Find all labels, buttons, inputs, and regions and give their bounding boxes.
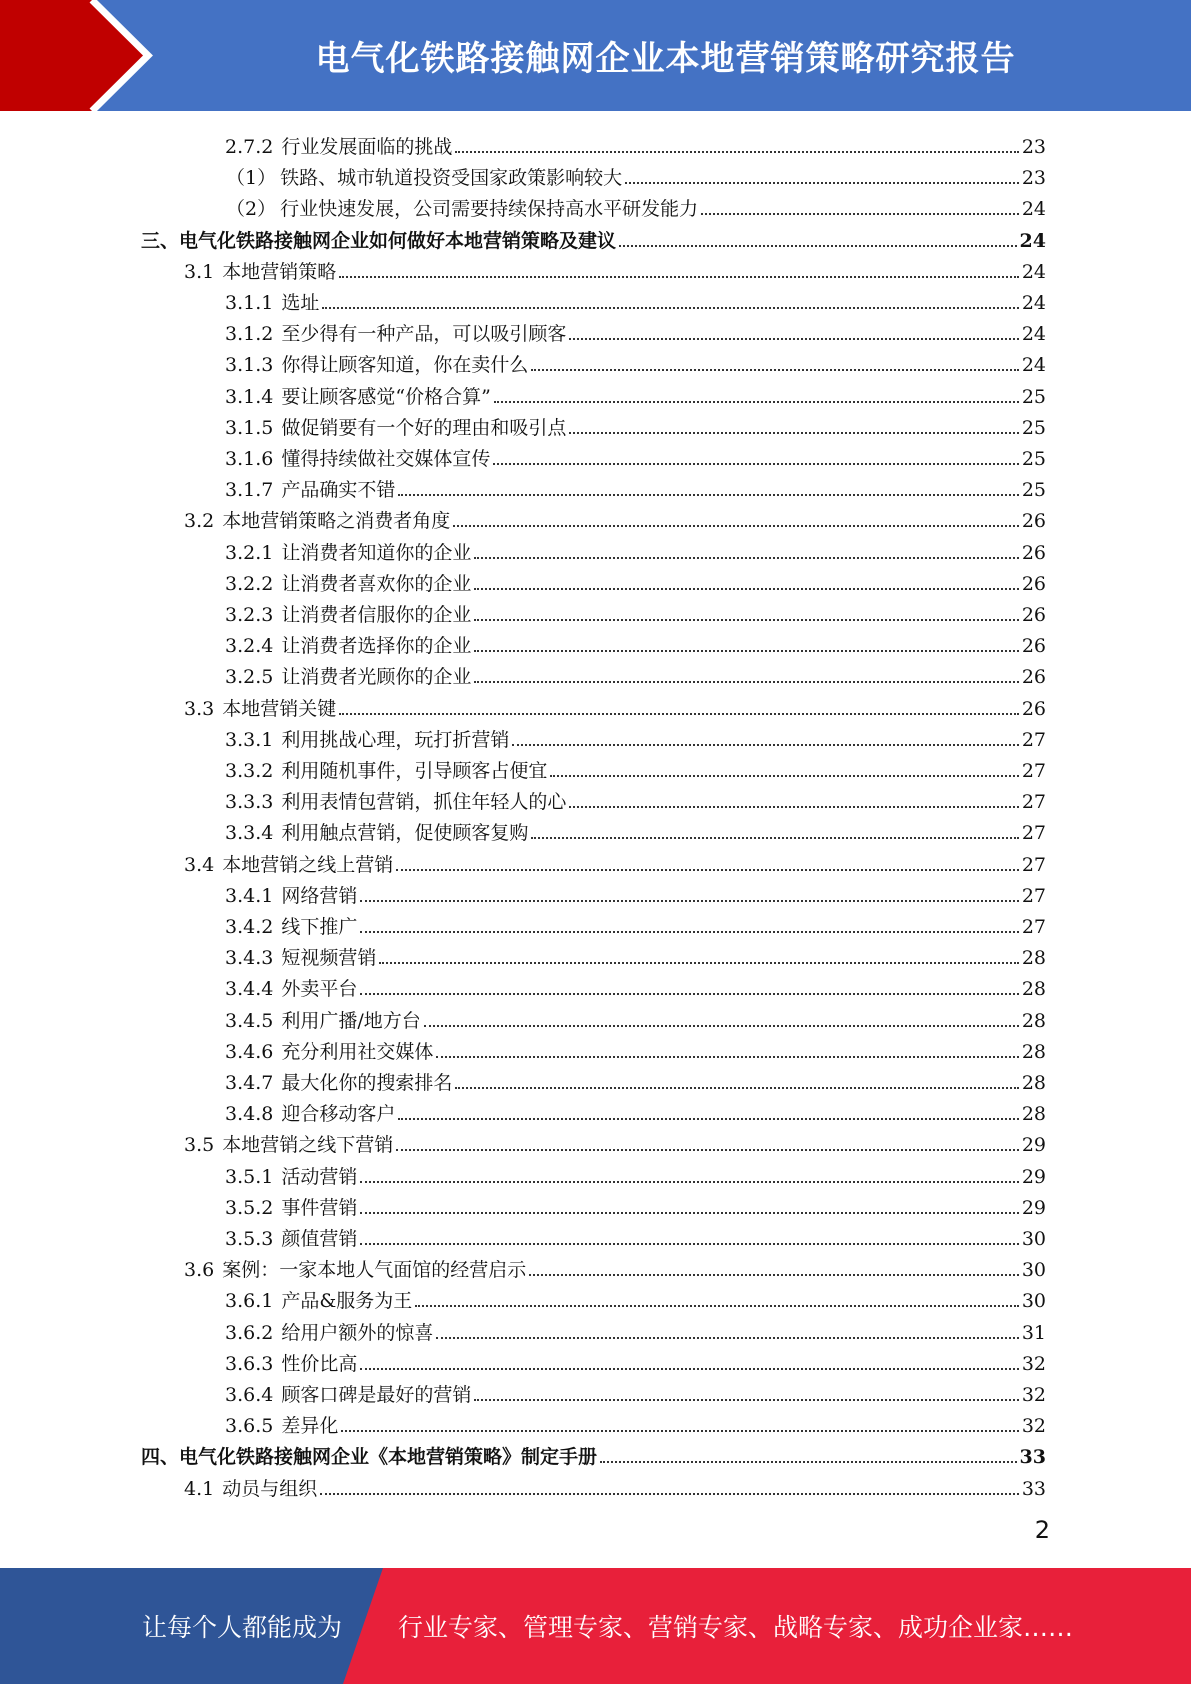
- toc-entry-page: 24: [1021, 260, 1046, 283]
- toc-entry[interactable]: [184, 1469, 1046, 1500]
- toc-entry-page: 26: [1021, 697, 1046, 720]
- toc-entry-number: 3.3: [184, 697, 215, 720]
- toc-entry-number: 3.1.4: [225, 385, 274, 408]
- toc-entry-title: 产品确实不错: [281, 479, 396, 502]
- toc-entry-label: [184, 854, 393, 876]
- toc-entry-title: 行业快速发展，公司需要持续保持高水平研发能力: [280, 198, 699, 221]
- toc-dot-leader: [453, 525, 1019, 527]
- footer-slogan-right: 行业专家、管理专家、营销专家、战略专家、成功企业家……: [398, 1613, 1074, 1642]
- toc-entry-label: [225, 479, 395, 501]
- toc-entry-title: 让消费者知道你的企业: [281, 541, 472, 564]
- toc-entry-label: [225, 822, 528, 844]
- toc-entry-label: [225, 1290, 412, 1312]
- toc-entry-title: 充分利用社交媒体: [281, 1040, 434, 1063]
- toc-entry-label: [141, 230, 616, 252]
- toc-entry-number: 3.6.5: [225, 1415, 274, 1438]
- toc-entry-label: [225, 542, 471, 564]
- toc-entry-label: [225, 635, 471, 657]
- toc-entry-number: 3.1.6: [225, 448, 274, 470]
- page-number: 2: [1034, 1516, 1050, 1544]
- toc-entry-label: [225, 1072, 452, 1094]
- toc-entry-title: 利用挑战心理，玩打折营销: [281, 728, 510, 751]
- toc-dot-leader: [531, 369, 1018, 371]
- toc-entry-page: 25: [1021, 479, 1046, 502]
- toc-entry-label: [184, 1259, 526, 1281]
- toc-entry-label: [225, 729, 509, 751]
- toc-entry-title: 线下推广: [281, 916, 358, 938]
- toc-entry[interactable]: [225, 377, 1046, 408]
- toc-entry-title: 本地营销策略: [222, 260, 337, 283]
- toc-entry-page: 32: [1021, 1415, 1046, 1438]
- toc-dot-leader: [398, 1118, 1018, 1120]
- toc-entry-title: 本地营销之线下营销: [222, 1134, 394, 1157]
- toc-entry-number: 3.2.2: [225, 572, 274, 595]
- toc-entry-number: 3.4.7: [225, 1072, 274, 1094]
- toc-dot-leader: [424, 1025, 1019, 1027]
- toc-dot-leader: [360, 993, 1018, 995]
- toc-entry-page: 27: [1021, 916, 1046, 938]
- toc-entry-title: 顾客口碑是最好的营销: [281, 1384, 472, 1406]
- toc-entry-title: 让消费者信服你的企业: [281, 604, 472, 626]
- toc-entry[interactable]: [225, 969, 1046, 1000]
- toc-dot-leader: [436, 1056, 1018, 1058]
- toc-entry-page: 30: [1021, 1259, 1046, 1282]
- toc-entry[interactable]: [225, 470, 1046, 501]
- toc-entry[interactable]: [184, 689, 1046, 720]
- toc-dot-leader: [320, 1493, 1019, 1495]
- toc-entry[interactable]: [225, 1375, 1046, 1406]
- toc-entry-title: 至少得有一种产品，可以吸引顾客: [281, 323, 567, 346]
- toc-entry-title: 本地营销策略之消费者角度: [222, 510, 451, 533]
- toc-entry[interactable]: [225, 595, 1046, 626]
- toc-entry[interactable]: [184, 845, 1046, 876]
- toc-entry[interactable]: [225, 751, 1046, 782]
- toc-dot-leader: [322, 307, 1018, 309]
- toc-entry-label: [225, 1010, 421, 1032]
- toc-entry-title: 利用触点营销，促使顾客复购: [281, 822, 529, 845]
- toc-entry-title: 短视频营销: [281, 947, 377, 970]
- toc-entry[interactable]: [225, 408, 1046, 439]
- footer-slogan-left: 让每个人都能成为: [142, 1613, 343, 1642]
- toc-chapter-entry[interactable]: [141, 221, 1046, 252]
- toc-entry-number: 三、: [141, 229, 180, 252]
- toc-entry-title: 行业发展面临的挑战: [281, 136, 453, 158]
- toc-dot-leader: [474, 1399, 1018, 1401]
- red-chevron-decoration: [0, 0, 160, 111]
- toc-entry-label: [225, 885, 357, 907]
- toc-entry-number: 3.6.2: [225, 1321, 274, 1344]
- toc-entry-label: [225, 386, 491, 408]
- toc-entry-title: 活动营销: [281, 1165, 358, 1188]
- toc-entry[interactable]: [225, 345, 1046, 376]
- toc-entry-title: 本地营销关键: [222, 697, 337, 720]
- toc-entry[interactable]: [225, 1032, 1046, 1063]
- toc-entry[interactable]: [225, 876, 1046, 907]
- toc-entry-label: [225, 760, 547, 782]
- toc-chapter-entry[interactable]: [141, 1437, 1046, 1468]
- toc-entry-title: 利用表情包营销，抓住年轻人的心: [281, 791, 567, 814]
- toc-entry-label: [184, 1134, 393, 1156]
- report-header-band: [0, 0, 1191, 111]
- toc-entry-page: 30: [1021, 1228, 1046, 1250]
- toc-dot-leader: [550, 775, 1018, 777]
- toc-dot-leader: [512, 744, 1018, 746]
- toc-entry-number: 3.1.2: [225, 323, 274, 346]
- toc-entry-number: 3.2.3: [225, 604, 274, 626]
- toc-entry-label: [225, 1353, 357, 1375]
- toc-entry[interactable]: [225, 564, 1046, 595]
- toc-entry-number: 3.3.1: [225, 728, 274, 751]
- toc-entry-label: [225, 666, 471, 688]
- toc-entry[interactable]: [225, 1219, 1046, 1250]
- toc-entry[interactable]: [225, 1001, 1046, 1032]
- toc-entry-title: 本地营销之线上营销: [222, 853, 394, 876]
- toc-entry-number: 3.6: [184, 1259, 215, 1282]
- toc-entry[interactable]: [225, 1313, 1046, 1344]
- toc-entry-page: 24: [1021, 354, 1046, 377]
- toc-dot-leader: [494, 401, 1019, 403]
- toc-dot-leader: [474, 557, 1018, 559]
- toc-entry-title: 铁路、城市轨道投资受国家政策影响较大: [280, 167, 623, 190]
- toc-entry-title: 外卖平台: [281, 978, 358, 1001]
- toc-entry-label: [225, 1415, 338, 1437]
- toc-entry-number: 3.1.1: [225, 292, 274, 314]
- toc-entry-page: 29: [1021, 1196, 1046, 1219]
- toc-entry-page: 28: [1021, 1072, 1046, 1094]
- toc-entry-page: 29: [1021, 1134, 1046, 1157]
- toc-entry-title: 颜值营销: [281, 1228, 358, 1250]
- toc-entry-title: 网络营销: [281, 884, 358, 907]
- toc-entry-page: 25: [1021, 385, 1046, 408]
- toc-dot-leader: [398, 494, 1018, 496]
- toc-entry-number: 3.4.5: [225, 1009, 274, 1032]
- toc-entry[interactable]: [225, 1157, 1046, 1188]
- toc-entry[interactable]: [225, 1281, 1046, 1312]
- toc-entry-label: [225, 323, 566, 345]
- toc-entry-label: [184, 698, 336, 720]
- toc-entry-number: 3.4.1: [225, 884, 274, 907]
- toc-dot-leader: [379, 962, 1018, 964]
- toc-entry-label: [225, 354, 528, 376]
- toc-entry-page: 26: [1021, 666, 1046, 689]
- toc-entry-page: 23: [1021, 167, 1046, 190]
- toc-entry-number: 3.3.3: [225, 791, 274, 814]
- toc-entry-label: [226, 198, 698, 220]
- toc-entry-title: 利用广播/地方台: [281, 1009, 421, 1032]
- toc-entry-label: [225, 573, 471, 595]
- toc-entry-title: 性价比高: [281, 1352, 358, 1375]
- toc-entry[interactable]: [225, 1063, 1046, 1094]
- toc-entry-page: 27: [1021, 822, 1046, 845]
- toc-entry[interactable]: [226, 189, 1046, 220]
- toc-entry-page: 24: [1021, 198, 1046, 221]
- toc-entry-page: 27: [1021, 728, 1046, 751]
- report-title: 电气化铁路接触网企业本地营销策略研究报告: [315, 39, 1016, 79]
- toc-entry-label: [225, 1197, 357, 1219]
- toc-entry-title: 做促销要有一个好的理由和吸引点: [281, 416, 567, 439]
- toc-entry[interactable]: [225, 626, 1046, 657]
- toc-entry-label: [184, 261, 336, 283]
- toc-entry[interactable]: [225, 314, 1046, 345]
- toc-entry-page: 28: [1021, 947, 1046, 970]
- toc-dot-leader: [341, 1430, 1018, 1432]
- toc-dot-leader: [493, 463, 1018, 465]
- toc-entry-title: 你得让顾客知道，你在卖什么: [281, 354, 529, 377]
- toc-entry-number: 4.1: [184, 1477, 215, 1500]
- toc-dot-leader: [436, 1337, 1018, 1339]
- toc-entry-number: 3.4.8: [225, 1103, 274, 1126]
- toc-entry-page: 27: [1021, 884, 1046, 907]
- toc-dot-leader: [339, 713, 1019, 715]
- toc-entry-number: 3.1: [184, 260, 215, 283]
- toc-entry-title: 让消费者光顾你的企业: [281, 666, 472, 689]
- toc-entry-page: 30: [1021, 1290, 1046, 1313]
- toc-entry-page: 26: [1021, 604, 1046, 626]
- toc-entry-title: 最大化你的搜索排名: [281, 1072, 453, 1094]
- toc-entry-title: 差异化: [281, 1415, 339, 1438]
- toc-dot-leader: [360, 1212, 1018, 1214]
- toc-entry[interactable]: [225, 720, 1046, 751]
- toc-entry-number: 3.1.7: [225, 479, 274, 502]
- toc-entry-page: 25: [1021, 448, 1046, 470]
- toc-dot-leader: [360, 931, 1018, 933]
- toc-entry-number: 3.6.3: [225, 1352, 274, 1375]
- toc-entry-page: 28: [1021, 1009, 1046, 1032]
- toc-entry-title: 给用户额外的惊喜: [281, 1321, 434, 1344]
- toc-entry-number: 3.4.3: [225, 947, 274, 970]
- toc-entry-title: 要让顾客感觉“价格合算”: [281, 385, 491, 408]
- toc-entry[interactable]: [225, 439, 1046, 470]
- toc-entry-title: 选址: [281, 292, 320, 314]
- toc-dot-leader: [455, 1087, 1018, 1089]
- toc-entry-label: [184, 510, 450, 532]
- toc-entry-label: [141, 1446, 597, 1468]
- toc-entry-page: 27: [1021, 760, 1046, 782]
- toc-dot-leader: [474, 588, 1018, 590]
- toc-dot-leader: [569, 806, 1018, 808]
- toc-entry[interactable]: [226, 158, 1046, 189]
- toc-entry-number: 3.5.2: [225, 1196, 274, 1219]
- toc-entry-page: 27: [1021, 853, 1046, 876]
- toc-entry-title: 产品&服务为王: [281, 1290, 413, 1313]
- toc-entry-title: 迎合移动客户: [281, 1103, 396, 1126]
- toc-entry-page: 26: [1021, 510, 1046, 533]
- toc-entry-label: [225, 292, 319, 314]
- toc-entry-number: 3.2.5: [225, 666, 274, 689]
- toc-entry-page: 26: [1021, 541, 1046, 564]
- toc-dot-leader: [360, 900, 1018, 902]
- toc-entry-label: [225, 1228, 357, 1250]
- toc-entry-number: 3.3.4: [225, 822, 274, 845]
- toc-entry-label: [225, 947, 376, 969]
- toc-entry-number: 3.4.4: [225, 978, 274, 1001]
- toc-entry-title: 懂得持续做社交媒体宣传: [281, 448, 491, 470]
- toc-entry-page: 32: [1021, 1352, 1046, 1375]
- toc-dot-leader: [360, 1368, 1018, 1370]
- toc-entry-label: [225, 417, 566, 439]
- toc-entry-page: 24: [1021, 323, 1046, 346]
- toc-entry-title: 让消费者喜欢你的企业: [281, 572, 472, 595]
- toc-entry-label: [225, 1041, 433, 1063]
- toc-entry[interactable]: [225, 907, 1046, 938]
- toc-entry-label: [225, 1322, 433, 1344]
- toc-dot-leader: [474, 681, 1018, 683]
- toc-entry-page: 24: [1021, 292, 1046, 314]
- toc-entry-label: [225, 1384, 471, 1406]
- toc-entry-page: 27: [1021, 791, 1046, 814]
- toc-entry-number: 3.5.1: [225, 1165, 274, 1188]
- toc-entry-title: 事件营销: [281, 1196, 358, 1219]
- toc-entry-page: 24: [1019, 229, 1046, 252]
- toc-entry-label: [184, 1478, 317, 1500]
- toc-entry-number: 四、: [141, 1446, 180, 1469]
- toc-entry-page: 28: [1021, 1040, 1046, 1063]
- toc-dot-leader: [600, 1461, 1017, 1463]
- toc-dot-leader: [396, 1149, 1019, 1151]
- toc-entry-label: [225, 448, 490, 470]
- toc-entry[interactable]: [225, 1406, 1046, 1437]
- toc-entry[interactable]: [225, 782, 1046, 813]
- toc-dot-leader: [474, 650, 1018, 652]
- toc-entry-number: 3.2.1: [225, 541, 274, 564]
- toc-entry-page: 25: [1021, 416, 1046, 439]
- toc-entry[interactable]: [225, 1188, 1046, 1219]
- toc-entry-label: [225, 136, 452, 158]
- toc-entry-number: 2.7.2: [225, 136, 274, 158]
- toc-entry-label: [225, 978, 357, 1000]
- toc-entry-title: 电气化铁路接触网企业如何做好本地营销策略及建议: [179, 229, 617, 252]
- toc-entry-number: 3.4.6: [225, 1040, 274, 1063]
- toc-entry-number: 3.4: [184, 853, 215, 876]
- toc-dot-leader: [569, 338, 1018, 340]
- toc-entry[interactable]: [225, 657, 1046, 688]
- toc-entry-label: [225, 1103, 395, 1125]
- toc-entry-label: [226, 167, 622, 189]
- toc-entry-page: 28: [1021, 978, 1046, 1001]
- toc-entry[interactable]: [225, 813, 1046, 844]
- toc-entry[interactable]: [225, 938, 1046, 969]
- toc-entry-number: 3.1.5: [225, 416, 274, 439]
- toc-dot-leader: [569, 432, 1018, 434]
- toc-entry-page: 23: [1021, 136, 1046, 158]
- toc-entry-label: [225, 791, 566, 813]
- toc-dot-leader: [396, 869, 1019, 871]
- toc-entry-title: 动员与组织: [222, 1477, 318, 1500]
- toc-entry-title: 利用随机事件，引导顾客占便宜: [281, 760, 548, 782]
- toc-entry-number: 3.2: [184, 510, 215, 533]
- toc-entry-number: 3.6.4: [225, 1384, 274, 1406]
- toc-entry-page: 31: [1021, 1321, 1046, 1344]
- toc-dot-leader: [415, 1305, 1019, 1307]
- toc-dot-leader: [619, 245, 1017, 247]
- toc-entry[interactable]: [225, 1094, 1046, 1125]
- toc-dot-leader: [625, 182, 1019, 184]
- toc-entry-label: [225, 1166, 357, 1188]
- toc-entry-page: 26: [1021, 572, 1046, 595]
- toc-entry[interactable]: [184, 1250, 1046, 1281]
- toc-entry-number: （1）: [226, 167, 277, 190]
- toc-entry-title: 让消费者选择你的企业: [281, 635, 472, 658]
- toc-dot-leader: [529, 1274, 1019, 1276]
- toc-dot-leader: [360, 1181, 1018, 1183]
- toc-entry-label: [225, 604, 471, 626]
- toc-entry[interactable]: [225, 533, 1046, 564]
- toc-entry-page: 33: [1019, 1446, 1046, 1469]
- toc-entry-page: 33: [1021, 1477, 1046, 1500]
- toc-dot-leader: [474, 619, 1018, 621]
- toc-entry-page: 28: [1021, 1103, 1046, 1126]
- toc-entry[interactable]: [225, 283, 1046, 314]
- toc-entry[interactable]: [184, 501, 1046, 532]
- toc-entry-number: 3.1.3: [225, 354, 274, 377]
- toc-entry-number: （2）: [226, 198, 277, 221]
- toc-entry-number: 3.5.3: [225, 1228, 274, 1250]
- toc-entry[interactable]: [184, 252, 1046, 283]
- toc-dot-leader: [701, 213, 1019, 215]
- toc-entry[interactable]: [225, 1344, 1046, 1375]
- toc-entry-number: 3.5: [184, 1134, 215, 1157]
- toc-entry-label: [225, 916, 357, 938]
- toc-dot-leader: [531, 837, 1018, 839]
- toc-entry-number: 3.3.2: [225, 760, 274, 782]
- toc-entry-page: 29: [1021, 1165, 1046, 1188]
- toc-entry-number: 3.6.1: [225, 1290, 274, 1313]
- toc-entry-number: 3.2.4: [225, 635, 274, 658]
- footer-band: [0, 1568, 1191, 1684]
- toc-entry[interactable]: [184, 1125, 1046, 1156]
- toc-entry-title: 案例：一家本地人气面馆的经营启示: [222, 1259, 527, 1282]
- toc-dot-leader: [360, 1243, 1018, 1245]
- toc-entry-title: 电气化铁路接触网企业《本地营销策略》制定手册: [179, 1446, 598, 1469]
- toc-dot-leader: [455, 151, 1018, 153]
- toc-entry-number: 3.4.2: [225, 916, 274, 938]
- toc-dot-leader: [339, 276, 1019, 278]
- toc-entry-page: 26: [1021, 635, 1046, 658]
- toc-entry[interactable]: [225, 127, 1046, 158]
- toc-entry-page: 32: [1021, 1384, 1046, 1406]
